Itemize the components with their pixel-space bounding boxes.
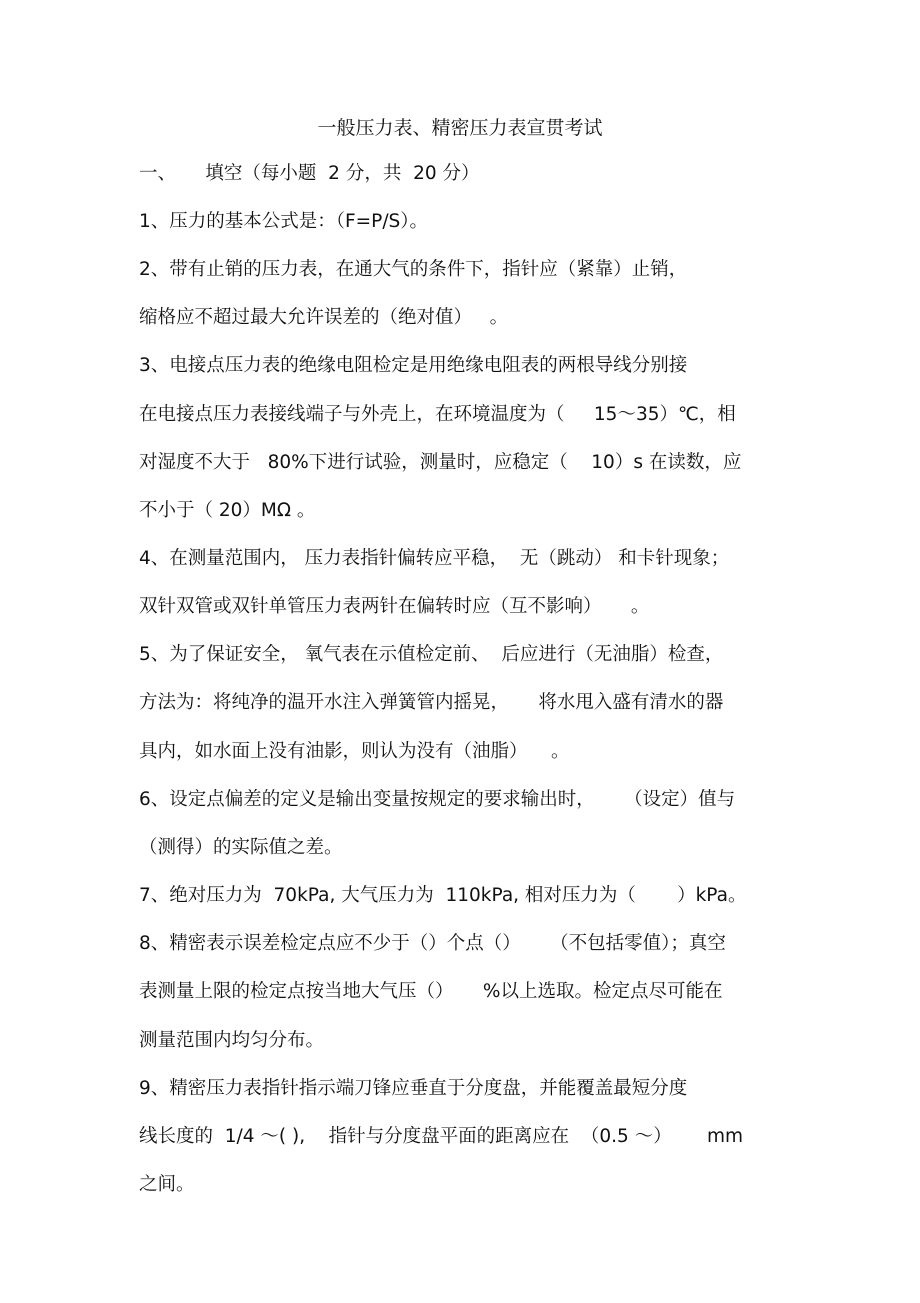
question-3-line-1: 3、电接点压力表的绝缘电阻检定是用绝缘电阻表的两根导线分别接 [139,355,688,376]
question-6-line-2: （测得）的实际值之差。 [139,837,343,858]
question-2-line-2: 缩格应不超过最大允许误差的（绝对值） 。 [139,307,509,328]
question-5-line-1: 5、为了保证安全， 氧气表在示值检定前、 后应进行（无油脂）检查， [139,644,724,665]
question-8-line-1: 8、精密表示误差检定点应不少于（）个点（） （不包括零值）；真空 [139,933,726,954]
question-8-line-3: 测量范围内均匀分布。 [139,1030,325,1051]
question-5-line-3: 具内，如水面上没有油影，则认为没有（油脂） 。 [139,741,570,762]
question-6-line-1: 6、设定点偏差的定义是输出变量按规定的要求输出时， （设定）值与 [139,789,736,810]
question-8-line-2: 表测量上限的检定点按当地大气压（） %以上选取。检定点尽可能在 [139,981,723,1002]
question-9-line-3: 之间。 [139,1174,195,1195]
question-4-line-2: 双针双管或双针单管压力表两针在偏转时应（互不影响） 。 [139,596,650,617]
question-2-line-1: 2、带有止销的压力表，在通大气的条件下，指针应（紧靠）止销， [139,259,688,280]
question-9-line-2: 线长度的 1/4 ～( ), 指针与分度盘平面的距离应在 （0.5 ～） mm [139,1126,744,1147]
question-3-line-4: 不小于（ 20）MΩ 。 [139,500,316,521]
document-title: 一般压力表、精密压力表宣贯考试 [317,117,603,139]
question-3-line-2: 在电接点压力表接线端子与外壳上，在环境温度为（ 15～35）℃，相 [139,404,736,425]
question-1-line-1: 1、压力的基本公式是：（F=P/S）。 [139,211,429,232]
question-7-line-1: 7、绝对压力为 70kPa, 大气压力为 110kPa, 相对压力为（ ）kPa。 [139,885,747,906]
question-4-line-1: 4、在测量范围内， 压力表指针偏转应平稳， 无（跳动） 和卡针现象； [139,548,730,569]
question-9-line-1: 9、精密压力表指针指示端刀锋应垂直于分度盘，并能覆盖最短分度 [139,1078,688,1099]
question-5-line-2: 方法为：将纯净的温开水注入弹簧管内摇晃， 将水甩入盛有清水的器 [139,692,724,713]
question-3-line-3: 对湿度不大于 80%下进行试验，测量时，应稳定（ 10）s 在读数，应 [139,452,742,473]
section-heading: 一、 填空（每小题 2 分，共 20 分） [139,163,480,184]
